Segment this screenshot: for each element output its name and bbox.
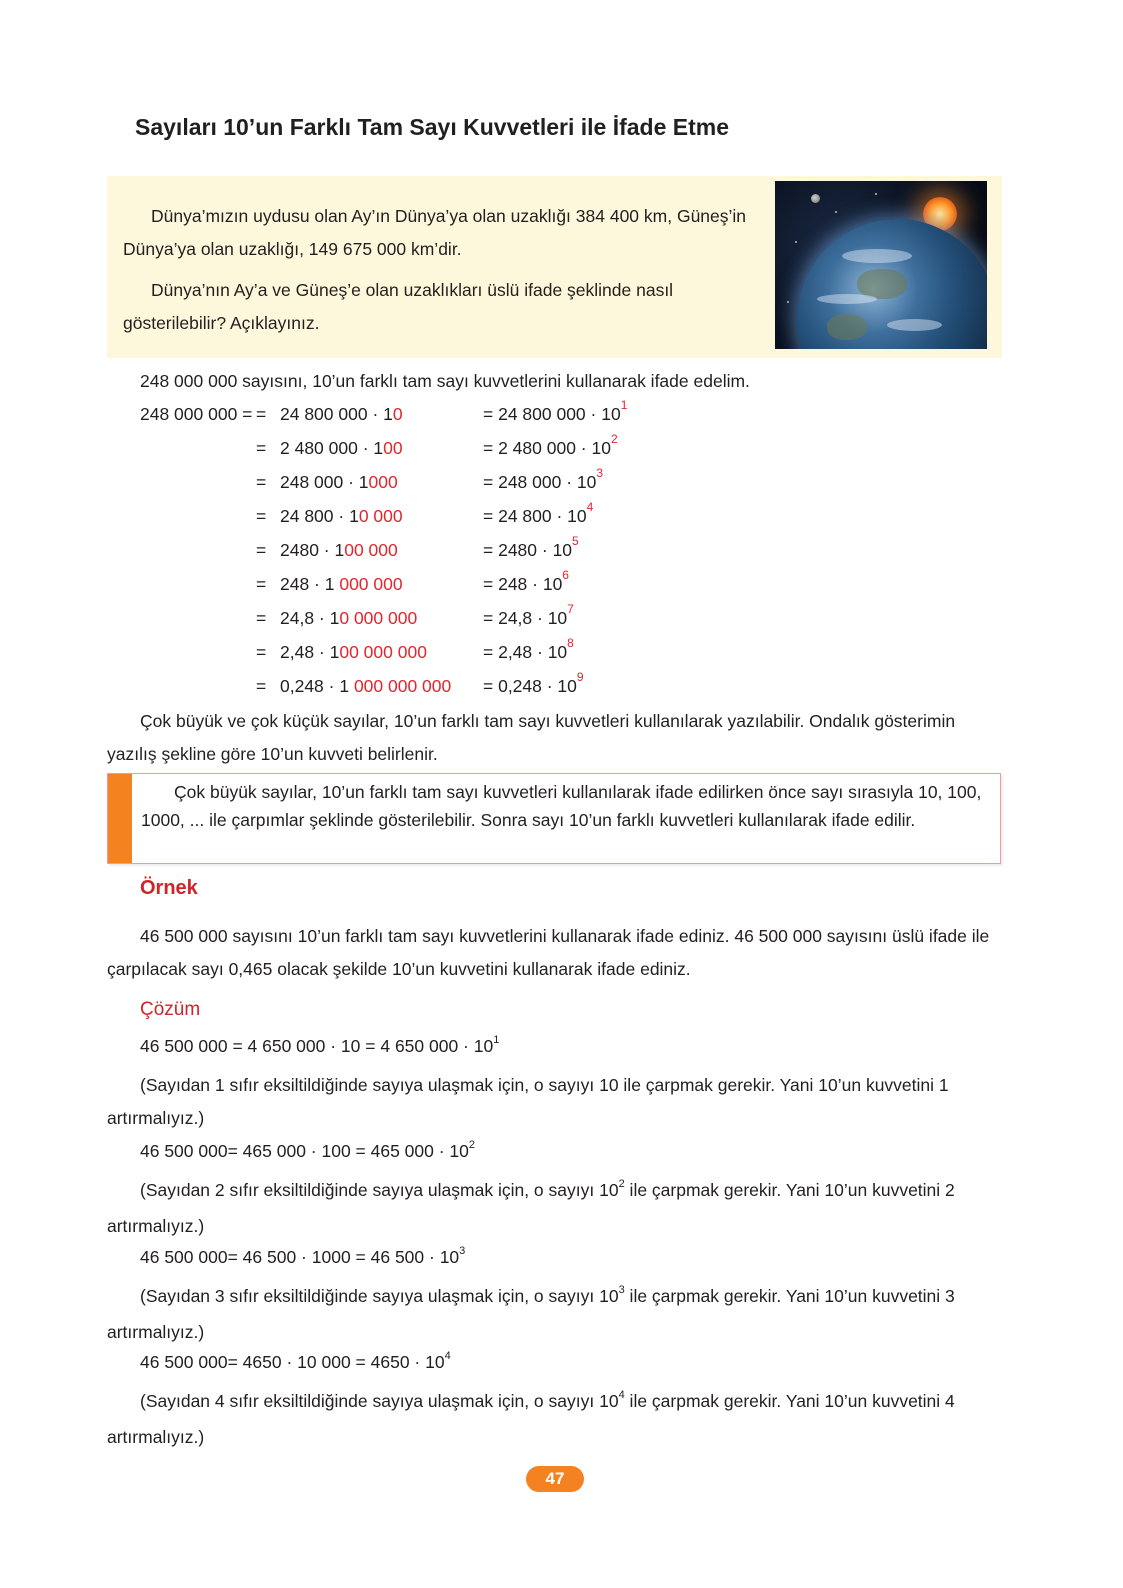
power-base: = 2480 · 10	[483, 540, 573, 560]
derivation-power	[483, 398, 628, 425]
product-black: 24 800 000 · 1	[280, 404, 393, 424]
power-base: = 24,8 · 10	[483, 608, 568, 628]
note-box	[107, 773, 1001, 864]
power-exponent: 3	[596, 466, 604, 480]
power-exponent: 9	[576, 670, 584, 684]
product-red-zeros: 0 000 000	[339, 608, 418, 628]
derivation-product	[280, 608, 417, 629]
derivation-product	[280, 642, 427, 663]
solution-equation	[140, 1141, 475, 1162]
equation-text: 46 500 000= 4650 · 10 000 = 4650 · 10	[140, 1352, 445, 1372]
derivation-eq-sign: =	[256, 608, 267, 628]
explanation-text-rest: ile çarpmak gerekir. Yani 10’un kuvvetini 2 artırmalıyız.)	[107, 1180, 955, 1236]
solution-equation	[140, 1352, 451, 1373]
intro-box	[107, 176, 1002, 358]
explanation-text: (Sayıdan 1 sıfır eksiltildiğinde sayıya ulaşmak için, o sayıyı 10 ile çarpmak gerekir. Yani 10’un kuvvetini 1 artırmalıyız.)	[107, 1075, 949, 1128]
product-black: 248 · 1	[280, 574, 335, 594]
solution-equation	[140, 1247, 465, 1268]
product-black: 24 800 · 1	[280, 506, 359, 526]
equation-text: 46 500 000 = 4 650 000 · 10 = 4 650 000 · 10	[140, 1036, 494, 1056]
derivation-eq-sign: =	[256, 540, 267, 560]
power-base: = 24 800 000 · 10	[483, 404, 621, 424]
product-black: 2480 · 1	[280, 540, 345, 560]
explanation-exponent: 3	[618, 1284, 625, 1296]
explanation-text: (Sayıdan 2 sıfır eksiltildiğinde sayıya ulaşmak için, o sayıyı 10	[140, 1180, 619, 1200]
derivation-product	[280, 574, 403, 595]
solution-heading: Çözüm	[140, 999, 201, 1020]
power-exponent: 4	[586, 500, 594, 514]
derivation-power	[483, 636, 574, 663]
equation-text: 46 500 000= 465 000 · 100 = 465 000 · 10	[140, 1141, 469, 1161]
product-red-zeros: 000	[368, 472, 398, 492]
derivation-product	[280, 404, 403, 425]
power-exponent: 2	[610, 432, 618, 446]
derivation-product	[280, 540, 398, 561]
power-exponent: 7	[567, 602, 574, 616]
solution-explanation	[107, 1069, 1003, 1135]
product-red-zeros: 0	[392, 404, 403, 424]
power-base: = 0,248 · 10	[483, 676, 577, 696]
solution-equation	[140, 1036, 499, 1057]
power-base: = 248 000 · 10	[483, 472, 597, 492]
power-exponent: 6	[562, 568, 569, 582]
moon-icon	[811, 194, 820, 203]
derivation-product	[280, 438, 403, 459]
derivation-eq-sign: =	[256, 472, 267, 492]
power-base: = 248 · 10	[483, 574, 563, 594]
power-exponent: 8	[567, 636, 574, 650]
solution-explanation	[107, 1280, 1003, 1349]
derivation-product	[280, 472, 398, 493]
note-text: Çok büyük sayılar, 10’un farklı tam sayı kuvvetleri kullanılarak ifade edilirken önce sayı sırasıyla 10, 100, 1000, ... ile çarpımlar şeklinde gösterilebilir. Sonra sayı 10’un farklı kuvvetleri kullanılarak ifade edilir.	[141, 782, 982, 830]
power-base: = 2,48 · 10	[483, 642, 568, 662]
product-red-zeros: 00	[383, 438, 403, 458]
equation-exponent: 3	[459, 1245, 466, 1257]
derivation-product	[280, 506, 403, 527]
equation-exponent: 4	[444, 1350, 451, 1362]
equation-text: 46 500 000= 46 500 · 1000 = 46 500 · 10	[140, 1247, 460, 1267]
earth-sun-moon-image	[775, 181, 987, 349]
intro-paragraph-1: Dünya’mızın uydusu olan Ay’ın Dünya’ya olan uzaklığı 384 400 km, Güneş’in Dünya’ya olan uzaklığı, 149 675 000 km’dir.	[123, 206, 747, 259]
derivation-power	[483, 534, 579, 561]
earth-icon	[797, 219, 987, 349]
derivation-eq-sign: =	[256, 642, 267, 662]
derivation-power	[483, 568, 569, 595]
product-black: 0,248 · 1	[280, 676, 350, 696]
derivation-power	[483, 670, 584, 697]
explanation-text: (Sayıdan 3 sıfır eksiltildiğinde sayıya ulaşmak için, o sayıyı 10	[140, 1286, 619, 1306]
example-text: 46 500 000 sayısını 10’un farklı tam sayı kuvvetlerini kullanarak ifade ediniz. 46 500 000 sayısını üslü ifade ile çarpılacak sayı 0,465 olacak şekilde 10’un kuvvetini kullanarak ifade ediniz.	[107, 926, 990, 979]
page-number: 47	[526, 1466, 584, 1492]
explanation-text-rest: ile çarpmak gerekir. Yani 10’un kuvvetini 3 artırmalıyız.)	[107, 1286, 955, 1342]
equation-exponent: 1	[493, 1034, 500, 1046]
derivation-product	[280, 676, 451, 697]
derivation-eq-sign: =	[256, 574, 267, 594]
product-black: 2 480 000 · 1	[280, 438, 384, 458]
lead-text: 248 000 000 sayısını, 10’un farklı tam sayı kuvvetlerini kullanarak ifade edelim.	[140, 371, 750, 391]
explanation-exponent: 4	[618, 1389, 625, 1401]
derivation-power	[483, 500, 594, 527]
solution-explanation	[107, 1385, 1003, 1454]
product-red-zeros: 00 000	[344, 540, 398, 560]
note-accent-bar	[108, 774, 132, 863]
power-base: = 2 480 000 · 10	[483, 438, 611, 458]
derivation-power	[483, 466, 604, 493]
product-red-zeros: 000 000 000	[349, 676, 452, 696]
power-exponent: 5	[572, 534, 579, 548]
explanation-exponent: 2	[618, 1178, 625, 1190]
derivation-eq-sign: =	[256, 506, 267, 526]
derivation-start: 248 000 000 =	[140, 404, 253, 424]
page-title: Sayıları 10’un Farklı Tam Sayı Kuvvetleri ile İfade Etme	[135, 114, 730, 140]
derivation-power	[483, 432, 618, 459]
power-exponent: 1	[620, 398, 628, 412]
product-red-zeros: 00 000 000	[339, 642, 427, 662]
intro-paragraph-2: Dünya’nın Ay’a ve Güneş’e olan uzaklıkları üslü ifade şeklinde nasıl gösterilebilir? Açıklayınız.	[123, 280, 674, 333]
example-heading: Örnek	[140, 877, 198, 899]
derivation-power	[483, 602, 574, 629]
derivation-eq-sign: =	[256, 404, 267, 424]
product-black: 2,48 · 1	[280, 642, 340, 662]
summary-text: Çok büyük ve çok küçük sayılar, 10’un farklı tam sayı kuvvetleri kullanılarak yazılabilir. Ondalık gösterimin yazılış şekline göre 10’un kuvveti belirlenir.	[107, 711, 956, 764]
explanation-text: (Sayıdan 4 sıfır eksiltildiğinde sayıya ulaşmak için, o sayıyı 10	[140, 1391, 619, 1411]
product-black: 248 000 · 1	[280, 472, 369, 492]
power-base: = 24 800 · 10	[483, 506, 587, 526]
product-black: 24,8 · 1	[280, 608, 340, 628]
solution-explanation	[107, 1174, 1003, 1243]
product-red-zeros: 0 000	[358, 506, 403, 526]
explanation-text-rest: ile çarpmak gerekir. Yani 10’un kuvvetini 4 artırmalıyız.)	[107, 1391, 955, 1447]
equation-exponent: 2	[468, 1139, 476, 1151]
product-red-zeros: 000 000	[334, 574, 403, 594]
derivation-eq-sign: =	[256, 676, 267, 696]
derivation-eq-sign: =	[256, 438, 267, 458]
